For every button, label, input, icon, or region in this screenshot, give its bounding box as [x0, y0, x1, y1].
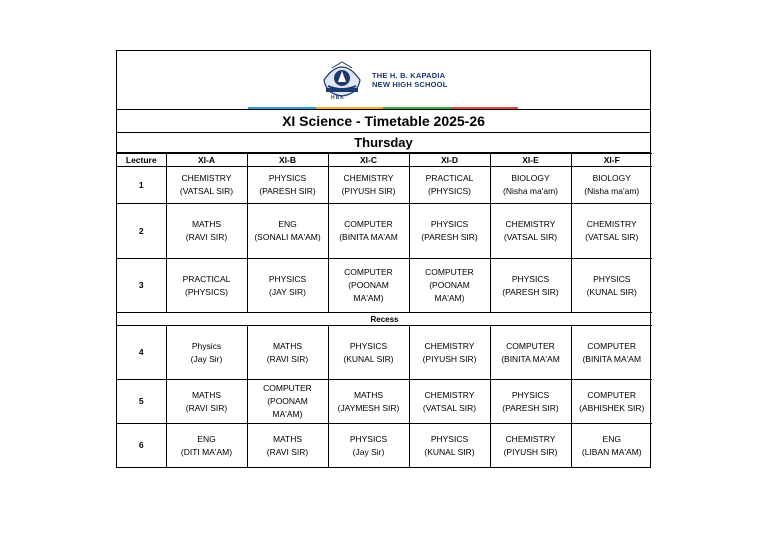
timetable-cell — [247, 326, 328, 380]
cell-text: COMPUTER (ABHISHEK SIR) — [579, 389, 645, 413]
timetable-cell — [328, 380, 409, 424]
timetable-cell — [490, 259, 571, 313]
timetable-cell — [571, 167, 652, 204]
cell-text: BIOLOGY (Nisha ma'am) — [584, 173, 640, 196]
timetable-cell — [490, 204, 571, 259]
school-name-line1: THE H. B. KAPADIA — [372, 71, 446, 80]
timetable-cell — [166, 380, 247, 424]
timetable-cell — [571, 380, 652, 424]
timetable-cell — [409, 167, 490, 204]
school-header — [117, 51, 650, 110]
timetable-cell — [328, 326, 409, 380]
timetable-cell — [166, 204, 247, 259]
table-row — [117, 326, 652, 380]
timetable-cell — [409, 204, 490, 259]
cell-text: CHEMISTRY (PIYUSH SIR) — [422, 340, 477, 364]
cell-text: CHEMISTRY (PIYUSH SIR) — [503, 433, 558, 457]
timetable-cell — [409, 380, 490, 424]
lecture-number: 1 — [117, 167, 166, 204]
stripe-segment — [451, 107, 519, 109]
column-header: XI-C — [328, 154, 409, 167]
column-header: XI-E — [490, 154, 571, 167]
lecture-number: 2 — [117, 204, 166, 259]
timetable-cell — [409, 326, 490, 380]
stripe-segment — [248, 107, 316, 109]
cell-text: CHEMISTRY (VATSAL SIR) — [585, 219, 639, 242]
cell-text: PHYSICS (KUNAL SIR) — [343, 340, 394, 364]
cell-text: PRACTICAL (PHYSICS) — [425, 173, 474, 196]
timetable-cell — [409, 259, 490, 313]
table-row — [117, 380, 652, 424]
timetable-cell — [328, 259, 409, 313]
timetable-cell — [166, 424, 247, 468]
lecture-number: 4 — [117, 326, 166, 380]
cell-text: MATHS (JAYMESH SIR) — [337, 389, 400, 413]
timetable-cell — [490, 167, 571, 204]
cell-text: COMPUTER (BINITA MA'AM — [339, 219, 398, 242]
cell-text: PHYSICS (KUNAL SIR) — [424, 433, 475, 457]
lecture-number: 3 — [117, 259, 166, 313]
cell-text: BIOLOGY (Nisha ma'am) — [503, 173, 558, 196]
timetable-cell — [490, 424, 571, 468]
timetable-cell — [247, 204, 328, 259]
cell-text: CHEMISTRY (VATSAL SIR) — [422, 389, 477, 413]
stripe-segment — [383, 107, 451, 109]
timetable-cell — [571, 424, 652, 468]
timetable-title: XI Science - Timetable 2025-26 — [117, 110, 650, 133]
timetable-table — [117, 153, 652, 467]
cell-text: ENG (LIBAN MA'AM) — [581, 433, 642, 457]
timetable-cell — [247, 259, 328, 313]
cell-text: CHEMISTRY (VATSAL SIR) — [503, 219, 558, 242]
timetable-cell — [247, 424, 328, 468]
timetable-cell — [166, 259, 247, 313]
cell-text: MATHS (RAVI SIR) — [185, 219, 228, 242]
lecture-number: 5 — [117, 380, 166, 424]
timetable-cell — [571, 204, 652, 259]
cell-text: PHYSICS (PARESH SIR) — [259, 173, 316, 196]
table-body — [117, 167, 652, 468]
cell-text: COMPUTER (BINITA MA'AM — [501, 340, 560, 364]
timetable-cell — [166, 167, 247, 204]
timetable-cell — [166, 326, 247, 380]
cell-text: MATHS (RAVI SIR) — [266, 433, 309, 457]
column-header: XI-B — [247, 154, 328, 167]
cell-text: CHEMISTRY (PIYUSH SIR) — [341, 173, 396, 196]
timetable-cell — [247, 167, 328, 204]
recess-label: Recess — [117, 313, 652, 326]
cell-text: COMPUTER (BINITA MA'AM — [582, 340, 642, 364]
color-stripe — [248, 107, 518, 109]
cell-text: Physics (Jay Sir) — [190, 340, 223, 364]
table-row — [117, 204, 652, 259]
cell-text: COMPUTER (POONAM MA'AM) — [263, 383, 312, 419]
table-row — [117, 259, 652, 313]
table-row — [117, 167, 652, 204]
timetable-cell — [328, 424, 409, 468]
cell-text: COMPUTER (POONAM MA'AM) — [425, 267, 474, 303]
timetable-cell — [490, 326, 571, 380]
column-header: XI-F — [571, 154, 652, 167]
school-crest-icon — [318, 58, 366, 100]
day-heading: Thursday — [117, 133, 650, 153]
timetable-cell — [571, 259, 652, 313]
cell-text: ENG (DITI MA'AM) — [180, 433, 233, 457]
cell-text: PRACTICAL (PHYSICS) — [182, 273, 231, 297]
cell-text: PHYSICS (JAY SIR) — [268, 273, 307, 297]
timetable-cell — [490, 380, 571, 424]
lecture-number: 6 — [117, 424, 166, 468]
recess-row — [117, 313, 652, 326]
column-header: XI-D — [409, 154, 490, 167]
timetable-cell — [328, 167, 409, 204]
cell-text: CHEMISTRY (VATSAL SIR) — [179, 173, 234, 196]
cell-text: PHYSICS (Jay Sir) — [349, 433, 388, 457]
table-row — [117, 424, 652, 468]
cell-text: MATHS (RAVI SIR) — [266, 340, 309, 364]
crest-label: HBK — [331, 95, 345, 101]
cell-text: MATHS (RAVI SIR) — [185, 389, 228, 413]
column-header: Lecture — [117, 154, 166, 167]
timetable-cell — [328, 204, 409, 259]
timetable-cell — [247, 380, 328, 424]
cell-text: PHYSICS (PARESH SIR) — [502, 389, 559, 413]
column-header: XI-A — [166, 154, 247, 167]
stripe-segment — [316, 107, 384, 109]
timetable-cell — [409, 424, 490, 468]
school-name — [372, 71, 448, 89]
school-name-line2: NEW HIGH SCHOOL — [372, 80, 448, 89]
cell-text: PHYSICS (PARESH SIR) — [502, 273, 559, 297]
timetable-cell — [571, 326, 652, 380]
cell-text: PHYSICS (KUNAL SIR) — [586, 273, 637, 297]
cell-text: COMPUTER (POONAM MA'AM) — [344, 267, 393, 303]
table-header-row — [117, 154, 652, 167]
timetable-sheet — [116, 50, 651, 468]
cell-text: ENG (SONALI MA'AM) — [254, 219, 321, 242]
cell-text: PHYSICS (PARESH SIR) — [421, 219, 478, 242]
